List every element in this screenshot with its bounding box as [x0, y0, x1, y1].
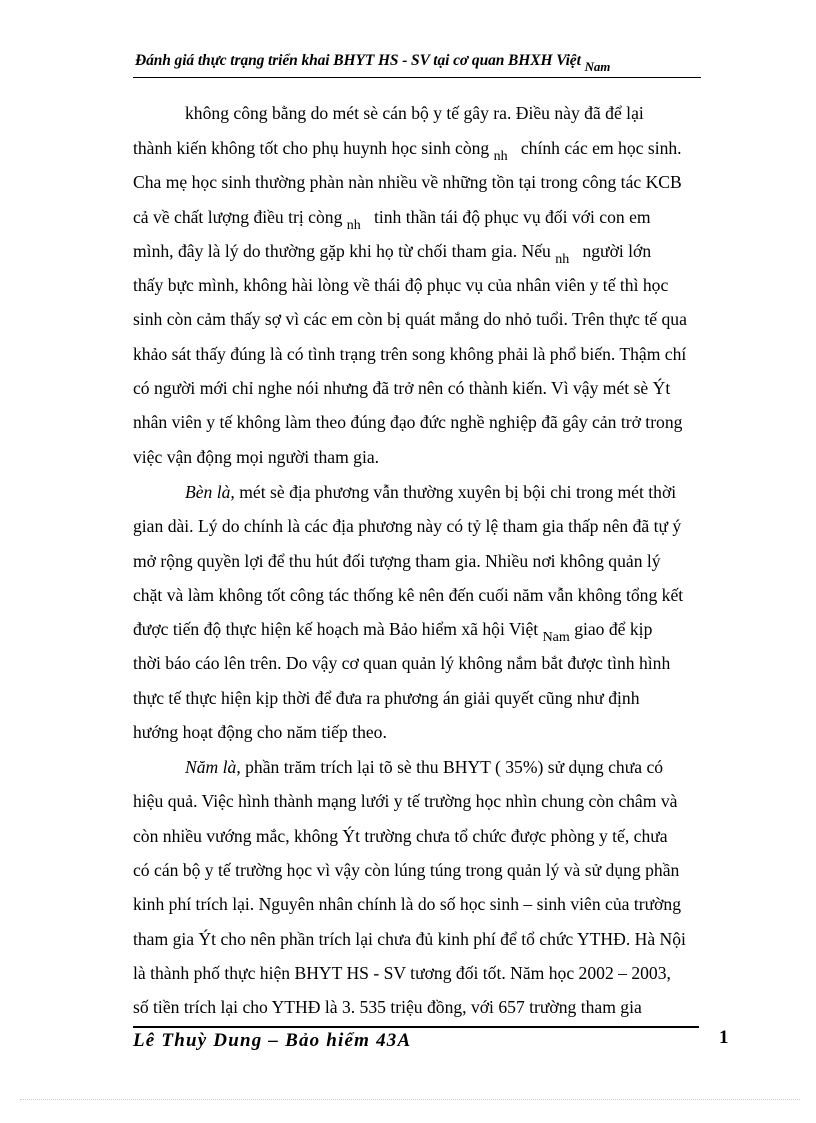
text-line: thực tế thực hiện kịp thời để đưa ra phương án giải quyết cũng như định [133, 688, 640, 708]
header-rule [133, 77, 701, 78]
text-line [133, 134, 723, 162]
text-segment: thành kiến không tốt cho phụ huynh học sinh còng [133, 138, 490, 158]
text-line [185, 753, 775, 781]
text-line [133, 615, 723, 643]
text-line: việc vận động mọi người tham gia. [133, 447, 380, 467]
text-subscript: Nam [542, 630, 570, 645]
text-line [133, 203, 723, 231]
text-line: mở rộng quyền lợi để thu hút đối tượng tham gia. Nhiều nơi không quản lý [133, 551, 661, 571]
text-line: thấy bực mình, không hài lòng về thái độ phục vụ của nhân viên y tế thì học [133, 275, 669, 295]
text-line: gian dài. Lý do chính là các địa phương này có tỷ lệ tham gia thấp nên đã tự ý [133, 516, 682, 536]
page-bottom-dotted-rule [20, 1099, 800, 1100]
text-segment: cả về chất lượng điều trị còng [133, 207, 343, 227]
footer-rule [133, 1026, 699, 1028]
text-line: hướng hoạt động cho năm tiếp theo. [133, 722, 387, 742]
text-line: khảo sát thấy đúng là có tình trạng trên song không phải là phổ biến. Thậm chí [133, 344, 687, 364]
text-line [185, 478, 775, 506]
text-segment: giao để kịp [574, 619, 653, 639]
text-segment: người lớn [582, 241, 652, 261]
text-segment: , phần trăm trích lại tõ sè thu BHYT ( 35%) sử dụng chưa có [236, 757, 664, 777]
text-line: Cha mẹ học sinh thường phàn nàn nhiều về những tồn tại trong công tác KCB [133, 172, 682, 192]
text-line: tham gia Ýt cho nên phần trích lại chưa đủ kinh phí để tổ chức YTHĐ. Hà Nội [133, 929, 686, 949]
text-subscript: nh [346, 218, 361, 233]
text-segment: tinh thần tái độ phục vụ đối với con em [373, 207, 651, 227]
text-line: là thành phố thực hiện BHYT HS - SV tương đối tốt. Năm học 2002 – 2003, [133, 963, 671, 983]
text-line: nhân viên y tế không làm theo đúng đạo đức nghề nghiệp đã gây cản trở trong [133, 412, 683, 432]
running-header [135, 52, 699, 76]
text-line: thời báo cáo lên trên. Do vậy cơ quan quản lý không nắm bắt được tình hình [133, 653, 671, 673]
header-title: Đánh giá thực trạng triển khai BHYT HS - SV tại cơ quan BHXH Việt [135, 52, 581, 69]
text-line: có người mới chỉ nghe nói nhưng đã trở nên có thành kiến. Vì vậy mét sè Ýt [133, 378, 671, 398]
text-segment: chính các em học sinh. [520, 138, 682, 158]
text-segment: được tiến độ thực hiện kế hoạch mà Bảo hiểm xã hội Việt [133, 619, 539, 639]
text-line: kinh phí trích lại. Nguyên nhân chính là do số học sinh – sinh viên của trường [133, 894, 682, 914]
text-subscript: nh [555, 252, 570, 267]
paragraph-lead: Bèn là, [185, 482, 235, 502]
text-line [133, 237, 723, 265]
text-line: có cán bộ y tế trường học vì vậy còn lúng túng trong quản lý và sử dụng phần [133, 860, 680, 880]
page-number: 1 [719, 1027, 729, 1048]
text-segment: mình, đây là lý do thường gặp khi họ từ chối tham gia. Nếu [133, 241, 551, 261]
text-line: chặt và làm không tốt công tác thống kê nên đến cuối năm vẫn không tổng kết [133, 585, 684, 605]
footer-author: Lê Thuỳ Dung – Bảo hiểm 43A [133, 1030, 412, 1051]
text-line: sinh còn cảm thấy sợ vì các em còn bị quát mắng do nhỏ tuổi. Trên thực tế qua [133, 309, 687, 329]
text-line: không công bằng do mét sè cán bộ y tế gây ra. Điều này đã để lại [185, 103, 644, 123]
text-subscript: nh [493, 149, 508, 164]
paragraph-lead: Năm là [185, 757, 237, 777]
text-line: hiệu quả. Việc hình thành mạng lưới y tế trường học nhìn chung còn châm và [133, 791, 678, 811]
text-segment: mét sè địa phương vẫn thường xuyên bị bội chi trong mét thời [234, 482, 677, 502]
text-line: còn nhiều vướng mắc, không Ýt trường chưa tổ chức được phòng y tế, chưa [133, 826, 668, 846]
header-title-subscript: Nam [584, 59, 611, 74]
text-line: số tiền trích lại cho YTHĐ là 3. 535 triệu đồng, với 657 trường tham gia [133, 997, 642, 1017]
